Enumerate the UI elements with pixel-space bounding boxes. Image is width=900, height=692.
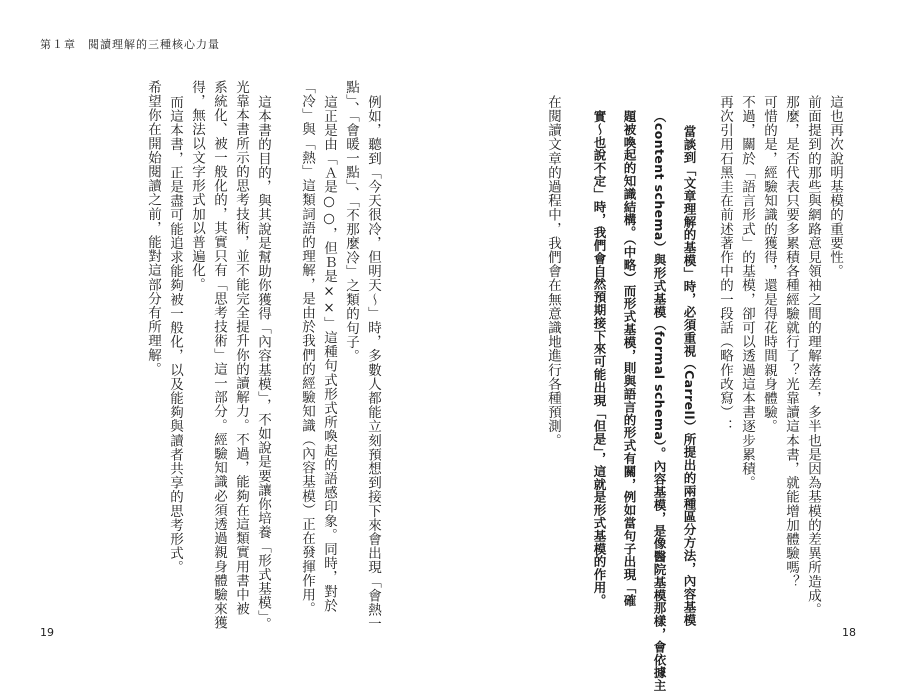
right-page-after-quote: 在閱讀文章的過程中，我們會在無意識地進行各種預測。 (545, 95, 561, 448)
left-page-line-7: 光靠本書所示的思考技術，並不能完全提升你的讀解力。不過，能夠在這類實用書中被 (233, 80, 249, 616)
left-page-line-8: 系統化、被一般化的，其實只有「思考技術」這一部分。經驗知識必須透過親身體驗來獲 (211, 80, 227, 630)
left-page-line-1: 例如，聽到「今天很冷，但明天～」時，多數人都能立刻預想到接下來會出現「會熱一 (365, 95, 381, 631)
left-page-line-4: 「冷」與「熱」這類詞語的理解，是由於我們的經驗知識（內容基模）正在發揮作用。 (299, 80, 315, 616)
quote-line-4: 實～也說不定」時，我們會自然預期接下來可能出現「但是」，這就是形式基模的作用。 (592, 110, 607, 607)
left-page-line-9: 得，無法以文字形式加以普遍化。 (189, 80, 205, 292)
left-page-line-6: 這本書的目的，與其說是幫助你獲得「內容基模」，不如說是要讓你培養「形式基模」。 (255, 95, 271, 632)
quote-line-3: 題被喚起的知識結構。（中略）而形式基模，則與語言的形式有關，例如當句子出現「確 (622, 110, 637, 607)
quote-line-2: （content schema）與形式基模（formal schema）。內容基模，是像醫院基模那樣，會依據主 (652, 110, 667, 692)
left-page-line-10: 而這本書，正是盡可能追求能夠被一般化，以及能夠與讀者共享的思考形式。 (167, 95, 183, 575)
right-page-line-4: 可惜的是，經驗知識的獲得，還是得花時間親身體驗。 (761, 95, 777, 434)
left-page-line-3: 這正是由「Ａ是○○，但Ｂ是××」這種句式形式所喚起的語感印象。同時，對於 (321, 95, 337, 613)
quote-line-1: 當談到「文章理解的基模」時，必須重視（Carrell）所提出的兩種區分方法，內容基模 (682, 125, 697, 627)
right-page-line-6: 再次引用石黑圭在前述著作中的一段話（略作改寫）： (717, 95, 733, 434)
left-page-line-2: 點」、「會暖一點」、「不那麼冷」之類的句子。 (343, 80, 359, 364)
page-number-right: 18 (842, 626, 856, 639)
right-page-line-1: 這也再次說明基模的重要性。 (827, 95, 843, 279)
chapter-header: 第１章 閱讀理解的三種核心力量 (40, 38, 220, 51)
right-page-line-2: 前面提到的那些與網路意見領袖之間的理解落差，多半也是因為基模的差異所造成。 (805, 95, 821, 617)
right-page-line-3: 那麼，是否代表只要多累積各種經驗就行了？光靠讀這本書，就能增加體驗嗎？ (783, 95, 799, 589)
right-page-line-5: 不過，關於「語言形式」的基模，卻可以透過這本書逐步累積。 (739, 95, 755, 490)
page-number-left: 19 (40, 626, 54, 639)
left-page-line-11: 希望你在開始閱讀之前，能對這部分有所理解。 (145, 80, 161, 377)
